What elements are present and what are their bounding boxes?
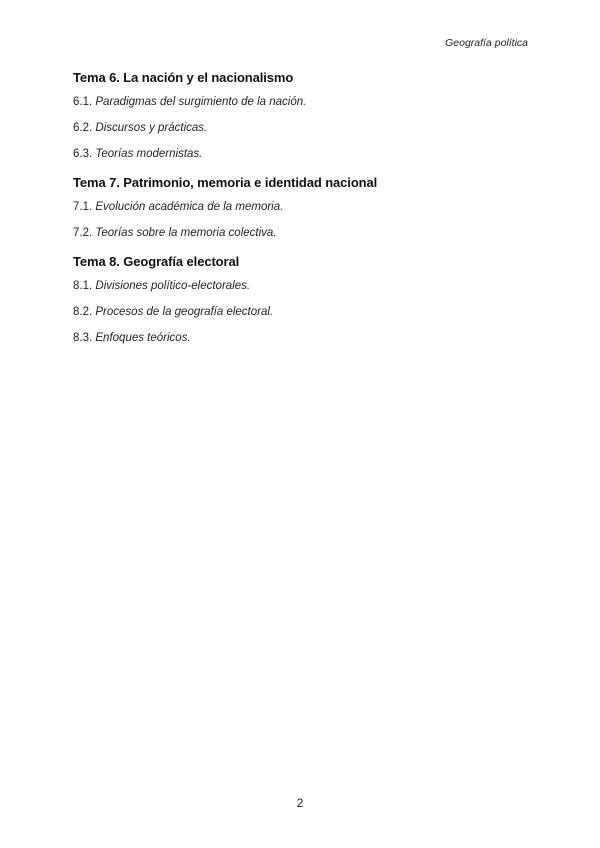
subtopic-text: Teorías sobre la memoria colectiva. <box>95 227 277 239</box>
subtopic-item <box>73 121 533 135</box>
subtopic-number: 6.1. <box>73 96 93 108</box>
subtopic-item <box>73 200 533 214</box>
subtopic-text: Discursos y prácticas. <box>95 122 208 134</box>
topic-title: Tema 8. Geografía electoral <box>73 254 240 269</box>
subtopic-text: Paradigmas del surgimiento de la nación. <box>95 96 307 108</box>
topic-section <box>73 70 533 161</box>
page-number: 2 <box>296 796 304 810</box>
subtopic-number: 6.2. <box>73 122 93 134</box>
subtopic-text: Evolución académica de la memoria. <box>95 201 284 213</box>
subtopic-text: Enfoques teóricos. <box>95 332 191 344</box>
subtopic-item <box>73 95 533 109</box>
subtopic-item <box>73 305 533 319</box>
topic-section <box>73 254 533 345</box>
subtopic-number: 7.1. <box>73 201 93 213</box>
subtopic-text: Divisiones político-electorales. <box>95 280 251 292</box>
topic-title: Tema 7. Patrimonio, memoria e identidad nacional <box>73 175 378 190</box>
syllabus-content <box>73 70 533 359</box>
topic-title: Tema 6. La nación y el nacionalismo <box>73 70 294 85</box>
subtopic-number: 6.3. <box>73 148 93 160</box>
subtopic-number: 8.1. <box>73 280 93 292</box>
subtopic-item <box>73 147 533 161</box>
subtopic-item <box>73 279 533 293</box>
subtopic-item <box>73 331 533 345</box>
subtopic-text: Teorías modernistas. <box>95 148 203 160</box>
running-header: Geografía política <box>445 37 528 49</box>
subtopic-text: Procesos de la geografía electoral. <box>95 306 274 318</box>
subtopic-number: 7.2. <box>73 227 93 239</box>
topic-section <box>73 175 533 240</box>
subtopic-number: 8.2. <box>73 306 93 318</box>
subtopic-number: 8.3. <box>73 332 93 344</box>
subtopic-item <box>73 226 533 240</box>
